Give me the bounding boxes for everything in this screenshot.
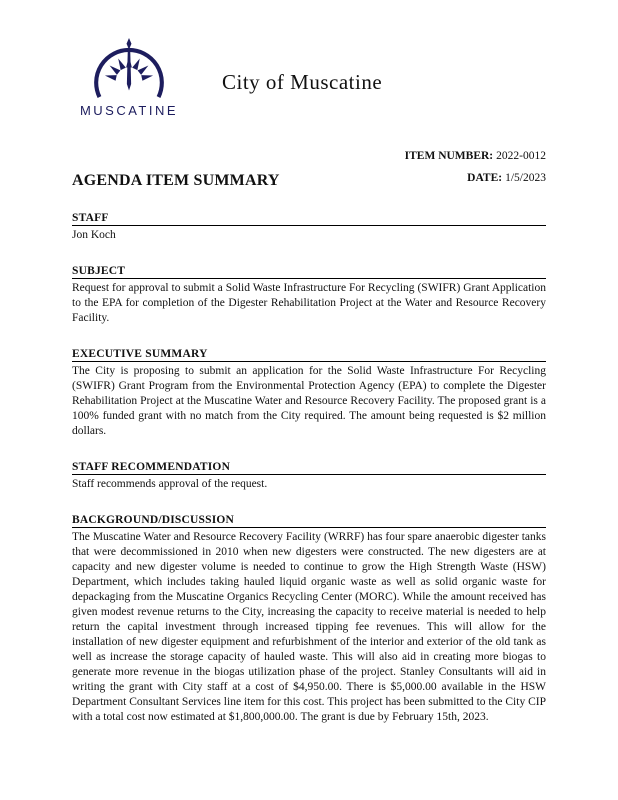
item-number-value: 2022-0012 bbox=[496, 150, 546, 162]
logo-wordmark: MUSCATINE bbox=[79, 103, 179, 118]
section-body: Staff recommends approval of the request. bbox=[72, 478, 268, 490]
section-label: STAFF RECOMMENDATION bbox=[72, 461, 546, 475]
sunburst-spire-icon bbox=[76, 38, 182, 102]
section-label: SUBJECT bbox=[72, 265, 546, 279]
section-body: The City is proposing to submit an application for the Solid Waste Infrastructure For Recycling (SWIFR) Grant Program from the Environmental Protection Agency (EPA) to complete the Digester Rehabilitation Project at the Muscatine Water and Resource Recovery Facility. The proposed grant is a 100% funded grant with no match from the City required. The amount being requested is $2 million dollars. bbox=[72, 365, 546, 437]
item-number-row bbox=[72, 150, 546, 162]
section-body: Request for approval to submit a Solid Waste Infrastructure For Recycling (SWIFR) Grant Application to the EPA for completion of the Digester Rehabilitation Project at the Water and Resource Recovery Facility. bbox=[72, 282, 546, 324]
city-title: City of Muscatine bbox=[222, 70, 383, 94]
date-value: 1/5/2023 bbox=[505, 172, 546, 184]
section-label: STAFF bbox=[72, 212, 546, 226]
agenda-heading: AGENDA ITEM SUMMARY bbox=[72, 172, 280, 189]
heading-row bbox=[72, 172, 546, 190]
document-header bbox=[72, 42, 546, 142]
section-body: Jon Koch bbox=[72, 229, 116, 241]
muscatine-logo bbox=[72, 38, 186, 118]
section-label: EXECUTIVE SUMMARY bbox=[72, 348, 546, 362]
section-executive-summary bbox=[72, 348, 546, 439]
item-number-label: ITEM NUMBER: bbox=[404, 150, 494, 162]
section-staff-recommendation bbox=[72, 461, 546, 492]
section-subject bbox=[72, 265, 546, 326]
sections bbox=[72, 212, 546, 725]
section-body: The Muscatine Water and Resource Recovery Facility (WRRF) has four spare anaerobic digester tanks that were decommissioned in 2010 when new digesters were constructed. The new digesters are at capacity and new digester volume is needed to continue to grow the High Strength Waste (HSW) Department, which includes taking hauled liquid organic waste as well as solid organic waste for depackaging from the Muscatine Organics Recycling Center (MORC). While the amount received has given modest revenue returns to the City, increasing the capacity to receive material is needed to help return the capital investment through increased tipping fee revenues. This will allow for the installation of new digester equipment and refurbishment of the interior and exterior of the old tank as well as increase the storage capacity of hauled waste. This will also aid in creating more biogas to generate more revenue in the biogas utilization phase of the project. Stanley Consultants will aid in writing the grant with City staff at a cost of $4,950.00. There is $5,000.00 available in the HSW Department Consultant Services line item for this cost. This project has been submitted to the City CIP with a total cost now estimated at $1,800,000.00. The grant is due by February 15th, 2023. bbox=[72, 531, 546, 723]
date-row bbox=[467, 172, 546, 184]
section-label: BACKGROUND/DISCUSSION bbox=[72, 514, 546, 528]
date-label: DATE: bbox=[467, 172, 503, 184]
section-staff bbox=[72, 212, 546, 243]
section-background-discussion bbox=[72, 514, 546, 725]
